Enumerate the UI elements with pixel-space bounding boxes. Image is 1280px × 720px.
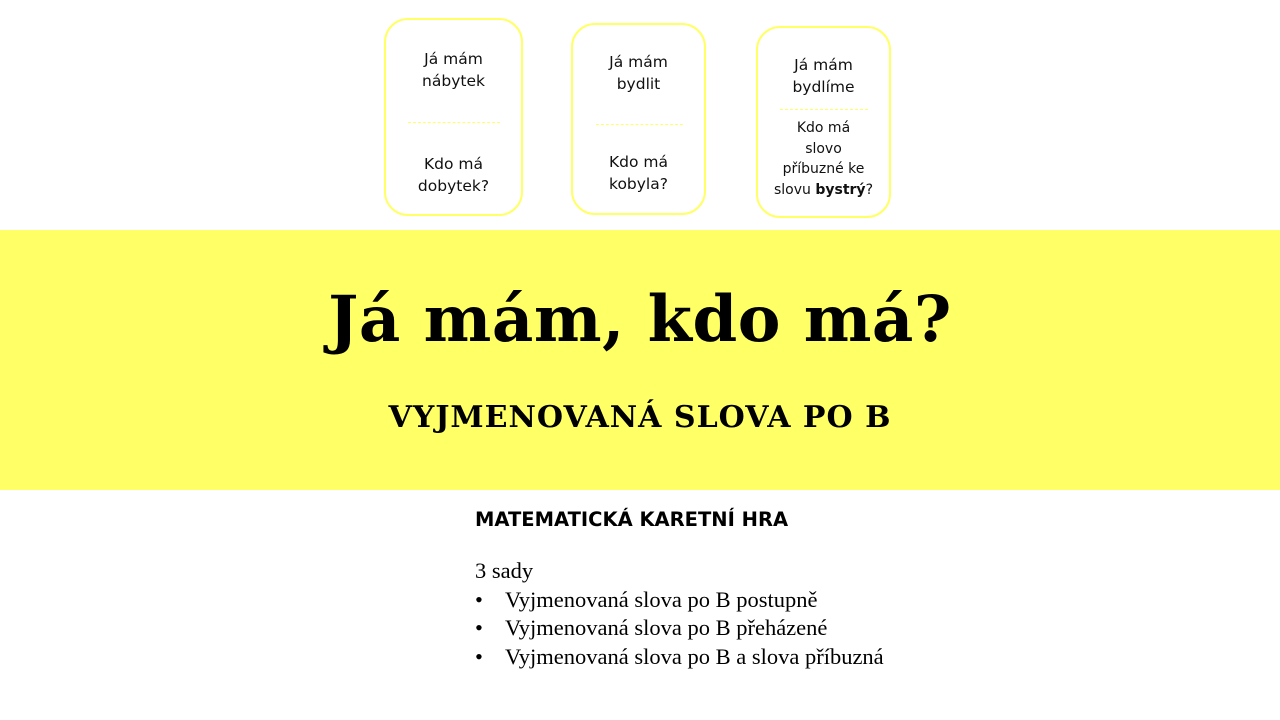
card-divider [596,124,683,125]
card-question [573,151,704,195]
card-text-emphasis: bystrý [815,181,866,198]
list-item [475,643,1215,672]
bullet-icon: • [475,643,483,669]
list-item-text: Vyjmenovaná slova po B postupně [505,586,818,612]
card-text-line: Kdo má [608,153,668,171]
page-subtitle: VYJMENOVANÁ SLOVA PO B [388,400,892,435]
card-divider [408,122,500,123]
card-bydlit [571,23,706,215]
card-answer [758,54,889,98]
sets-list [475,586,1215,672]
card-text-line: dobytek? [417,177,490,195]
card-text-line: Kdo má [423,155,483,173]
card-text-line: Kdo má [796,120,851,136]
card-text-line: slovo [805,140,842,157]
card-question [386,153,521,197]
card-text-line [758,180,889,201]
card-text-line: Já mám [424,50,483,68]
game-info [475,505,1215,671]
list-item-text: Vyjmenovaná slova po B přeházené [505,615,828,640]
card-question [758,118,889,200]
card-text-line: kobyla? [609,175,668,193]
list-item [475,614,1215,643]
game-info-heading: MATEMATICKÁ KARETNÍ HRA [475,508,789,531]
card-text-line: bydlit [616,75,661,93]
bullet-icon: • [475,586,483,612]
list-item-text: Vyjmenovaná slova po B a slova příbuzná [505,643,884,669]
card-answer [386,48,521,92]
card-answer [573,51,704,95]
card-nabytek [384,18,523,216]
card-text-line: Já mám [609,53,668,71]
list-item [475,586,1215,615]
card-text-line: nábytek [422,72,485,90]
card-text-prefix: slovu [774,181,816,198]
card-text-line: Já mám [794,56,853,74]
page-title: Já mám, kdo má? [328,282,952,357]
card-text-line: příbuzné ke [782,161,865,177]
card-bydlime [756,26,891,218]
card-text-suffix: ? [865,181,873,198]
sets-label: 3 sady [475,558,534,583]
bullet-icon: • [475,615,483,640]
title-banner [0,230,1280,490]
card-divider [780,109,868,110]
card-text-line: bydlíme [792,78,855,96]
